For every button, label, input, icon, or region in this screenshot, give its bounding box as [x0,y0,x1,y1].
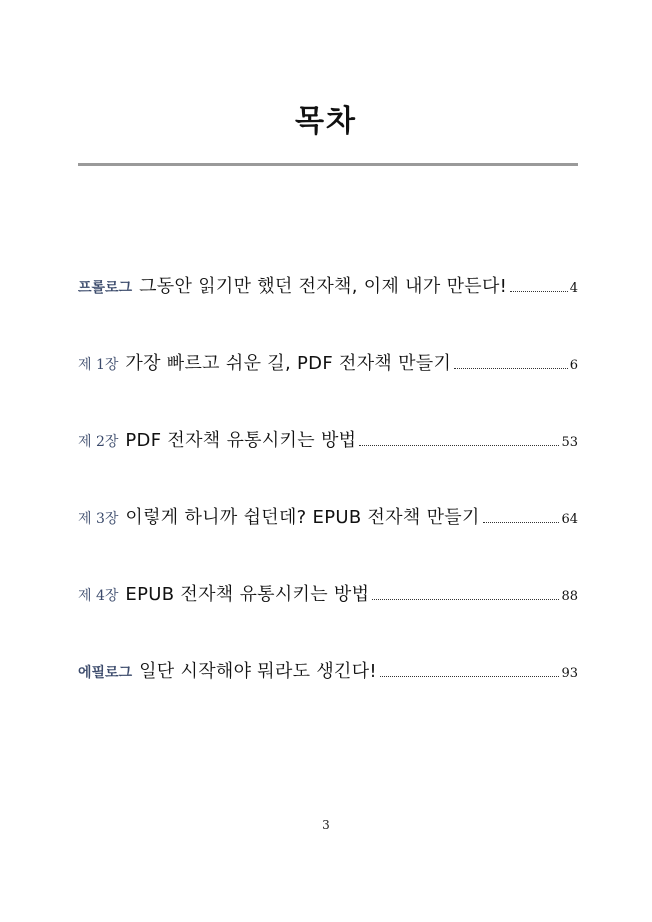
toc-entry-title: 가장 빠르고 쉬운 길, PDF 전자책 만들기 [125,353,452,374]
toc-page-number: 53 [561,435,578,450]
toc-chapter-label: 제 4장 [78,588,119,604]
toc-entry-chapter-1[interactable] [78,349,578,388]
toc-page-number: 64 [561,512,578,527]
title-divider [78,163,578,166]
toc-entry-title: PDF 전자책 유통시키는 방법 [125,430,357,451]
toc-entry-epilogue[interactable] [78,657,578,696]
toc-chapter-label: 제 3장 [78,511,119,527]
toc-page-number: 93 [561,666,578,681]
table-of-contents [78,272,578,734]
toc-entry-chapter-3[interactable] [78,503,578,542]
toc-page-number: 88 [561,589,578,604]
toc-dot-leader [372,598,559,600]
toc-dot-leader [380,675,560,677]
page-number: 3 [322,818,330,832]
toc-page-number: 6 [569,358,578,373]
toc-dot-leader [483,521,560,523]
toc-entry-title: EPUB 전자책 유통시키는 방법 [125,584,370,605]
toc-entry-title: 이렇게 하니까 쉽던데? EPUB 전자책 만들기 [125,507,480,528]
toc-chapter-label: 제 2장 [78,434,119,450]
toc-page-number: 4 [569,281,578,296]
toc-chapter-label: 에필로그 [78,665,133,681]
toc-entry-title: 일단 시작해야 뭐라도 생긴다! [139,661,377,682]
toc-dot-leader [454,367,568,369]
page-title: 목차 [295,104,357,139]
toc-chapter-label: 프롤로그 [78,280,133,296]
toc-entry-chapter-2[interactable] [78,426,578,465]
toc-chapter-label: 제 1장 [78,357,119,373]
toc-entry-chapter-4[interactable] [78,580,578,619]
toc-entry-prologue[interactable] [78,272,578,311]
toc-entry-title: 그동안 읽기만 했던 전자책, 이제 내가 만든다! [139,276,508,297]
toc-dot-leader [510,290,568,292]
toc-dot-leader [359,444,559,446]
